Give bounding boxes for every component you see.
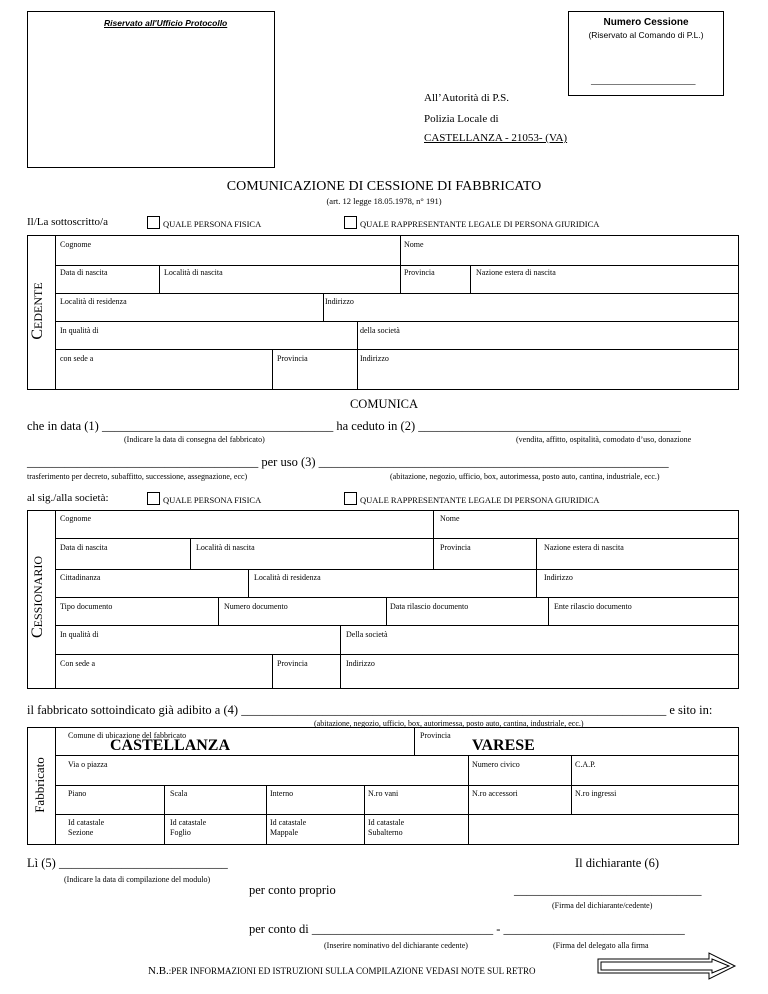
comunica-note1-left: (Indicare la data di consegna del fabbricato) (124, 435, 265, 444)
cedente-indirizzo2: Indirizzo (360, 354, 389, 363)
fabbricato-intro: il fabbricato sottoindicato già adibito a (4) ____________________________________________________________________ e sito in: (27, 703, 713, 717)
cedente-persona-giuridica-label: QUALE RAPPRESENTANTE LEGALE DI PERSONA GIURIDICA (360, 219, 600, 229)
tipo-cessione-cont-field[interactable]: _____________________________________ (27, 455, 259, 469)
cessionario-num-doc: Numero documento (224, 602, 288, 611)
fabbricato-intro-note: (abitazione, negozio, ufficio, box, autorimessa, posto auto, cantina, industriale, ecc.) (314, 719, 584, 728)
arrow-right-icon (597, 952, 737, 980)
fabbricato-mappale-1: Id catastale (270, 818, 307, 827)
addressee-line2: Polizia Locale di (424, 113, 499, 125)
uso-field[interactable]: ________________________________________________________ (318, 455, 669, 469)
cessionario-cognome: Cognome (60, 514, 92, 523)
cessionario-indirizzo: Indirizzo (544, 573, 573, 582)
footer-firma-note: (Firma del dichiarante/cedente) (552, 901, 653, 910)
cedente-provincia: Provincia (404, 268, 435, 277)
fabbricato-subalterno-2: Subalterno (368, 828, 403, 837)
fabbricato-piano: Piano (68, 789, 87, 798)
footer-delegato-note: (Firma del delegato alla firma (553, 941, 649, 950)
fabbricato-ingressi: N.ro ingressi (575, 789, 617, 798)
page-title: COMUNICAZIONE DI CESSIONE DI FABBRICATO (226, 179, 542, 194)
footer-proprio: per conto proprio (249, 883, 336, 897)
cessionario-intro-label: al sig./alla società: (27, 492, 109, 504)
fabbricato-cap: C.A.P. (575, 760, 596, 769)
cedente-indirizzo: Indirizzo (325, 297, 354, 306)
cessionario-sede: Con sede a (60, 659, 96, 668)
addressee-line1: All’Autorità di P.S. (424, 92, 509, 104)
cedente-residenza: Località di residenza (60, 297, 127, 306)
fabbricato-scala: Scala (170, 789, 188, 798)
cedente-cognome: Cognome (60, 240, 92, 249)
fabbricato-comune-value: CASTELLANZA (110, 737, 231, 754)
cessionario-cittadinanza: Cittadinanza (60, 573, 101, 582)
cessionario-provincia2: Provincia (277, 659, 308, 668)
cessionario-persona-fisica-label: QUALE PERSONA FISICA (163, 495, 262, 505)
cedente-societa: della società (360, 326, 400, 335)
cessionario-localita-nascita: Località di nascita (196, 543, 255, 552)
nominativo-field[interactable]: _____________________________ (311, 922, 494, 936)
addressee-line3: CASTELLANZA - 21053- (VA) (424, 132, 568, 144)
footer-conto-di: per conto di _____________________________ - _____________________________ (249, 922, 685, 936)
cedente-sede: con sede a (60, 354, 94, 363)
fabbricato-side-label: Fabbricato (32, 757, 47, 813)
cessionario-section (27, 510, 739, 689)
comunica-line1: che in data (1) _____________________________________ ha ceduto in (2) __________________________________________ (27, 419, 681, 433)
cession-blank[interactable]: ___________________ (591, 74, 696, 86)
cession-number-box (568, 11, 724, 96)
cessionario-qualita: In qualità di (60, 630, 99, 639)
protocol-label: Riservato all'Ufficio Protocollo (104, 18, 228, 28)
cessionario-data-rilascio: Data rilascio documento (390, 602, 469, 611)
fabbricato-provincia-label: Provincia (420, 731, 451, 740)
fabbricato-foglio-1: Id catastale (170, 818, 207, 827)
cedente-persona-giuridica-checkbox[interactable] (344, 216, 357, 229)
cedente-nome: Nome (404, 240, 424, 249)
fabbricato-sezione-2: Sezione (68, 828, 94, 837)
comunica-line2: _____________________________________ per uso (3) ________________________________________________________ (27, 455, 669, 469)
nb-note: N.B.:PER INFORMAZIONI ED ISTRUZIONI SULLA COMPILAZIONE VEDASI NOTE SUL RETRO (148, 965, 536, 977)
cession-title: Numero Cessione (603, 17, 689, 28)
uso-precedente-field[interactable]: ____________________________________________________________________ (241, 703, 667, 717)
fabbricato-via: Via o piazza (68, 760, 108, 769)
cessionario-persona-giuridica-checkbox[interactable] (344, 492, 357, 505)
cedente-intro-label: Il/La sottoscritto/a (27, 216, 108, 228)
data-cessione-field[interactable]: _____________________________________ (101, 419, 334, 433)
cedente-side-label: CEDENTE (29, 282, 46, 340)
tipo-cessione-field[interactable]: __________________________________________ (418, 419, 681, 433)
footer-nominativo-note: (Inserire nominativo del dichiarante cedente) (324, 941, 468, 950)
cessionario-residenza: Località di residenza (254, 573, 321, 582)
cedente-qualita: In qualità di (60, 326, 99, 335)
cessionario-side-label: CESSIONARIO (29, 556, 46, 639)
fabbricato-sezione-1: Id catastale (68, 818, 105, 827)
data-compilazione-field[interactable]: ___________________________ (58, 856, 228, 870)
cession-subtitle: (Riservato al Comando di P.L.) (588, 30, 704, 40)
cessionario-persona-fisica-checkbox[interactable] (147, 492, 160, 505)
cedente-data-nascita: Data di nascita (60, 268, 108, 277)
cedente-section (27, 235, 739, 390)
fabbricato-civico: Numero civico (472, 760, 520, 769)
cessionario-ente-rilascio: Ente rilascio documento (554, 602, 632, 611)
footer-dichiarante: Il dichiarante (6) (575, 856, 659, 870)
cessionario-nazione: Nazione estera di nascita (544, 543, 624, 552)
fabbricato-interno: Interno (270, 789, 294, 798)
page-subtitle: (art. 12 legge 18.05.1978, n° 191) (326, 196, 442, 206)
cedente-nazione: Nazione estera di nascita (476, 268, 556, 277)
cedente-persona-fisica-checkbox[interactable] (147, 216, 160, 229)
fabbricato-vani: N.ro vani (368, 789, 399, 798)
footer-li: Lì (5) ___________________________ (27, 856, 228, 870)
cessionario-persona-giuridica-label: QUALE RAPPRESENTANTE LEGALE DI PERSONA GIURIDICA (360, 495, 600, 505)
fabbricato-accessori: N.ro accessori (472, 789, 518, 798)
fabbricato-provincia-value: VARESE (472, 737, 535, 754)
cessionario-provincia: Provincia (440, 543, 471, 552)
comunica-note2-right: (abitazione, negozio, ufficio, box, autorimessa, posto auto, cantina, industriale, ecc.) (390, 472, 660, 481)
cedente-persona-fisica-label: QUALE PERSONA FISICA (163, 219, 262, 229)
cessionario-indirizzo2: Indirizzo (346, 659, 375, 668)
firma-dichiarante-field[interactable]: ______________________________ (514, 883, 702, 897)
footer-li-note: (Indicare la data di compilazione del modulo) (64, 875, 211, 884)
cedente-localita-nascita: Località di nascita (164, 268, 223, 277)
comunica-heading: COMUNICA (349, 397, 419, 411)
comunica-note2-left: trasferimento per decreto, subaffitto, successione, assegnazione, ecc) (27, 472, 248, 481)
cessionario-societa: Della società (346, 630, 388, 639)
cessionario-nome: Nome (440, 514, 460, 523)
fabbricato-foglio-2: Foglio (170, 828, 191, 837)
comunica-note1-right: (vendita, affitto, ospitalità, comodato d’uso, donazione (516, 435, 692, 444)
protocol-box (27, 11, 275, 168)
cessionario-data-nascita: Data di nascita (60, 543, 108, 552)
fabbricato-comune-label: Comune di ubicazione del fabbricato (68, 731, 187, 740)
fabbricato-subalterno-1: Id catastale (368, 818, 405, 827)
cessionario-tipo-doc: Tipo documento (60, 602, 113, 611)
cedente-provincia2: Provincia (277, 354, 308, 363)
fabbricato-mappale-2: Mappale (270, 828, 298, 837)
firma-delegato-field[interactable]: _____________________________ (503, 922, 685, 936)
